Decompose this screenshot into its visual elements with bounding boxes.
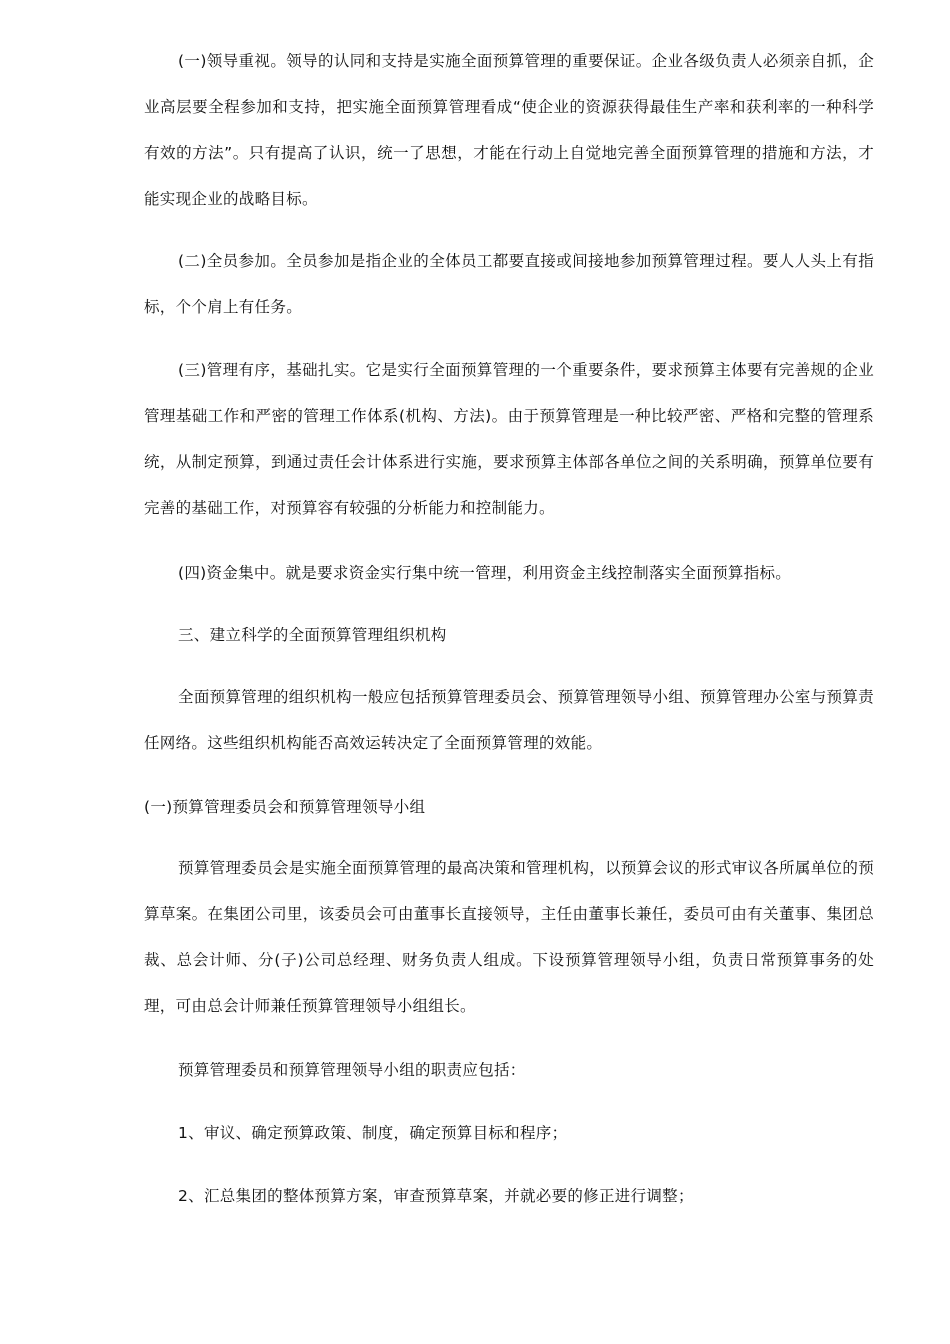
list-item-2: 2、汇总集团的整体预算方案，审查预算草案，并就必要的修正进行调整；: [178, 1187, 694, 1205]
paragraph-duties-intro: 预算管理委员和预算管理领导小组的职责应包括：: [178, 1061, 526, 1079]
section-heading-three: 三、建立科学的全面预算管理组织机构: [178, 626, 447, 644]
paragraph-orderly-management: (三)管理有序，基础扎实。它是实行全面预算管理的一个重要条件，要求预算主体要有完善规的企业管理基础工作和严密的管理工作体系(机构、方法)。由于预算管理是一种比较严密、严格和完整的管理系统，从制定预算，到通过责任会计体系进行实施，要求预算主体部各单位之间的关系明确，预算单位要有完善的基础工作，对预算容有较强的分析能力和控制能力。: [144, 361, 874, 517]
list-item-1: 1、审议、确定预算政策、制度，确定预算目标和程序；: [178, 1124, 568, 1142]
paragraph-committee-description: 预算管理委员会是实施全面预算管理的最高决策和管理机构，以预算会议的形式审议各所属单位的预算草案。在集团公司里，该委员会可由董事长直接领导，主任由董事长兼任，委员可由有关董事、集团总裁、总会计师、分(子)公司总经理、财务负责人组成。下设预算管理领导小组，负责日常预算事务的处理，可由总会计师兼任预算管理领导小组组长。: [144, 859, 874, 1015]
paragraph-full-participation: (二)全员参加。全员参加是指企业的全体员工都要直接或间接地参加预算管理过程。要人人头上有指标，个个肩上有任务。: [144, 252, 874, 316]
paragraph-fund-concentration: (四)资金集中。就是要求资金实行集中统一管理，利用资金主线控制落实全面预算指标。: [178, 564, 792, 582]
paragraph-leadership: (一)领导重视。领导的认同和支持是实施全面预算管理的重要保证。企业各级负责人必须亲自抓，企业高层要全程参加和支持，把实施全面预算管理看成“使企业的资源获得最佳生产率和获利率的一种科学有效的方法”。只有提高了认识，统一了思想，才能在行动上自觉地完善全面预算管理的措施和方法，才能实现企业的战略目标。: [144, 52, 874, 208]
paragraph-organization-structure: 全面预算管理的组织机构一般应包括预算管理委员会、预算管理领导小组、预算管理办公室与预算责任网络。这些组织机构能否高效运转决定了全面预算管理的效能。: [144, 688, 874, 752]
subsection-heading-committee: (一)预算管理委员会和预算管理领导小组: [144, 798, 426, 816]
